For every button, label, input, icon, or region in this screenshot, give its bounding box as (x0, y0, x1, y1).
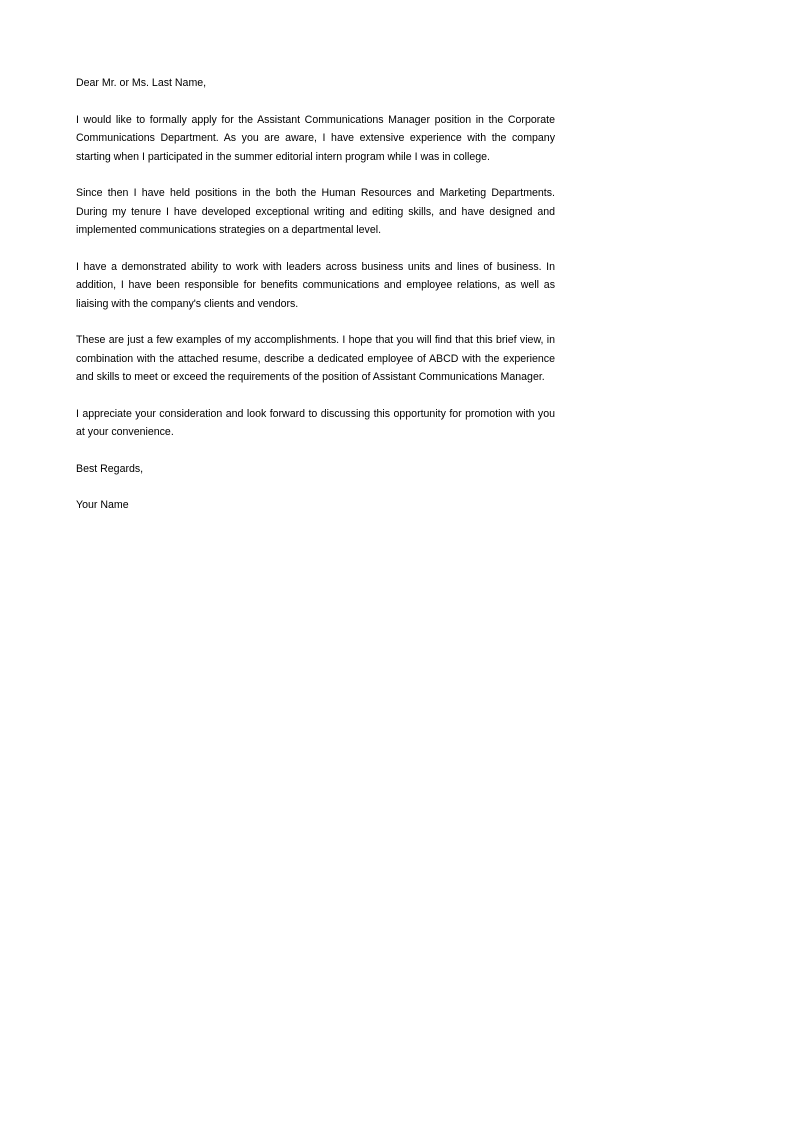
paragraph-appreciation: I appreciate your consideration and look forward to discussing this opportunity for promotion with you at your convenience. (76, 407, 555, 438)
salutation: Dear Mr. or Ms. Last Name, (76, 77, 207, 89)
letter-body (76, 74, 555, 533)
paragraph-abilities: I have a demonstrated ability to work with leaders across business units and lines of business. In addition, I have been responsible for benefits communications and employee relations, as well as liaising with the company's clients and vendors. (76, 260, 555, 310)
signature: Your Name (76, 499, 129, 511)
paragraph-experience: Since then I have held positions in the both the Human Resources and Marketing Departments. During my tenure I have developed exceptional writing and editing skills, and have designed and implemented communications strategies on a departmental level. (76, 187, 555, 236)
paragraph-accomplishments: These are just a few examples of my accomplishments. I hope that you will find that this brief view, in combination with the attached resume, describe a dedicated employee of ABCD with the experience and skills to meet or exceed the requirements of the position of Assistant Communications Manager. (76, 334, 555, 383)
closing: Best Regards, (76, 462, 144, 475)
paragraph-intro: I would like to formally apply for the Assistant Communications Manager position in the Corporate Communications Department. As you are aware, I have extensive experience with the company starting when I participated in the summer editorial intern program while I was in college. (76, 113, 555, 163)
